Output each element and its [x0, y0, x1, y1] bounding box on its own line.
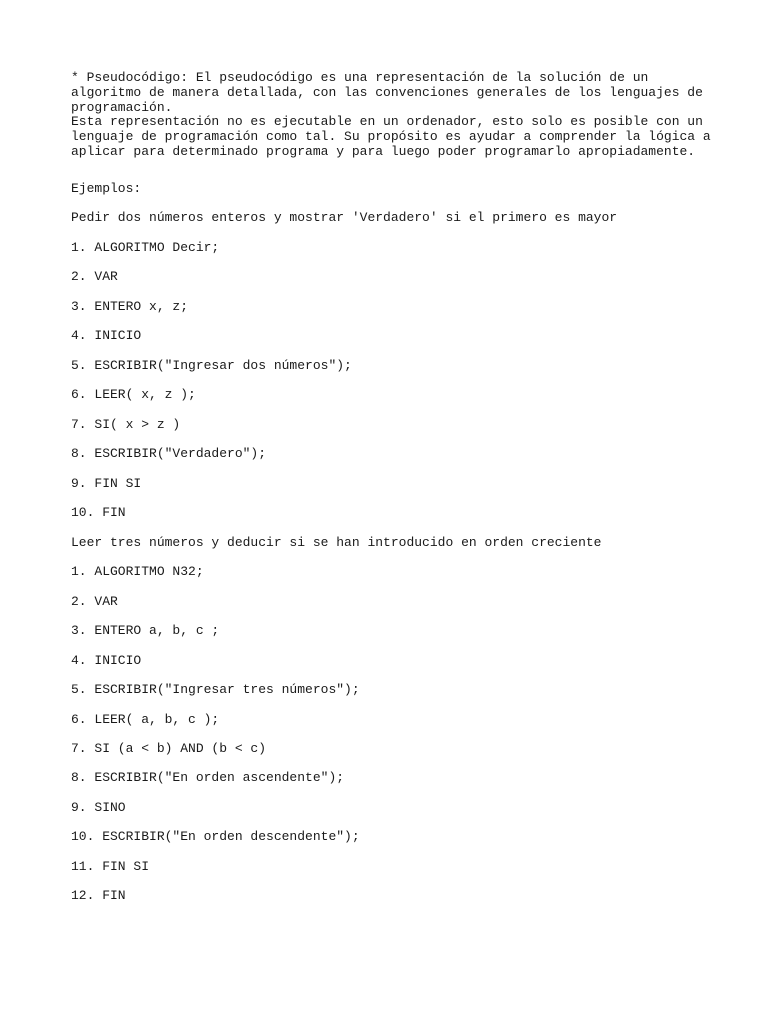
code-line: 7. SI (a < b) AND (b < c): [71, 740, 267, 756]
code-line: 9. FIN SI: [71, 475, 142, 491]
example1-description: Pedir dos números enteros y mostrar 'Verdadero' si el primero es mayor: [71, 210, 618, 226]
example2-steps: [71, 565, 731, 904]
code-line: 3. ENTERO x, z;: [71, 298, 189, 314]
intro-line: programación.: [71, 99, 173, 115]
code-line: 7. SI( x > z ): [71, 416, 181, 432]
code-line: 1. ALGORITMO Decir;: [71, 239, 220, 255]
code-line: 9. SINO: [71, 799, 126, 815]
code-line: 4. INICIO: [71, 652, 142, 668]
code-line: 2. VAR: [71, 269, 118, 285]
document-page: [71, 71, 731, 904]
code-line: 10. FIN: [71, 505, 126, 521]
intro-line: * Pseudocódigo: El pseudocódigo es una representación de la solución de un: [71, 70, 649, 85]
code-line: 1. ALGORITMO N32;: [71, 564, 204, 580]
code-line: 8. ESCRIBIR("Verdadero");: [71, 446, 267, 462]
code-line: 6. LEER( x, z );: [71, 387, 196, 403]
example1-steps: [71, 241, 731, 536]
intro-line: lenguaje de programación como tal. Su propósito es ayudar a comprender la lógica a: [71, 129, 711, 145]
code-line: 5. ESCRIBIR("Ingresar dos números");: [71, 357, 352, 373]
intro-paragraph: [71, 71, 731, 160]
example2-description: Leer tres números y deducir si se han introducido en orden creciente: [71, 534, 602, 550]
examples-heading: Ejemplos:: [71, 180, 142, 196]
code-line: 11. FIN SI: [71, 858, 150, 874]
intro-line: aplicar para determinado programa y para luego poder programarlo apropiadamente.: [71, 143, 696, 159]
code-line: 2. VAR: [71, 593, 118, 609]
code-line: 6. LEER( a, b, c );: [71, 711, 220, 727]
code-line: 3. ENTERO a, b, c ;: [71, 623, 220, 639]
code-line: 12. FIN: [71, 888, 126, 904]
code-line: 8. ESCRIBIR("En orden ascendente");: [71, 770, 345, 786]
intro-line: algoritmo de manera detallada, con las convenciones generales de los lenguajes de: [71, 84, 703, 100]
code-line: 5. ESCRIBIR("Ingresar tres números");: [71, 682, 360, 698]
intro-line: Esta representación no es ejecutable en un ordenador, esto solo es posible con un: [71, 114, 703, 130]
code-line: 4. INICIO: [71, 328, 142, 344]
code-line: 10. ESCRIBIR("En orden descendente");: [71, 829, 360, 845]
